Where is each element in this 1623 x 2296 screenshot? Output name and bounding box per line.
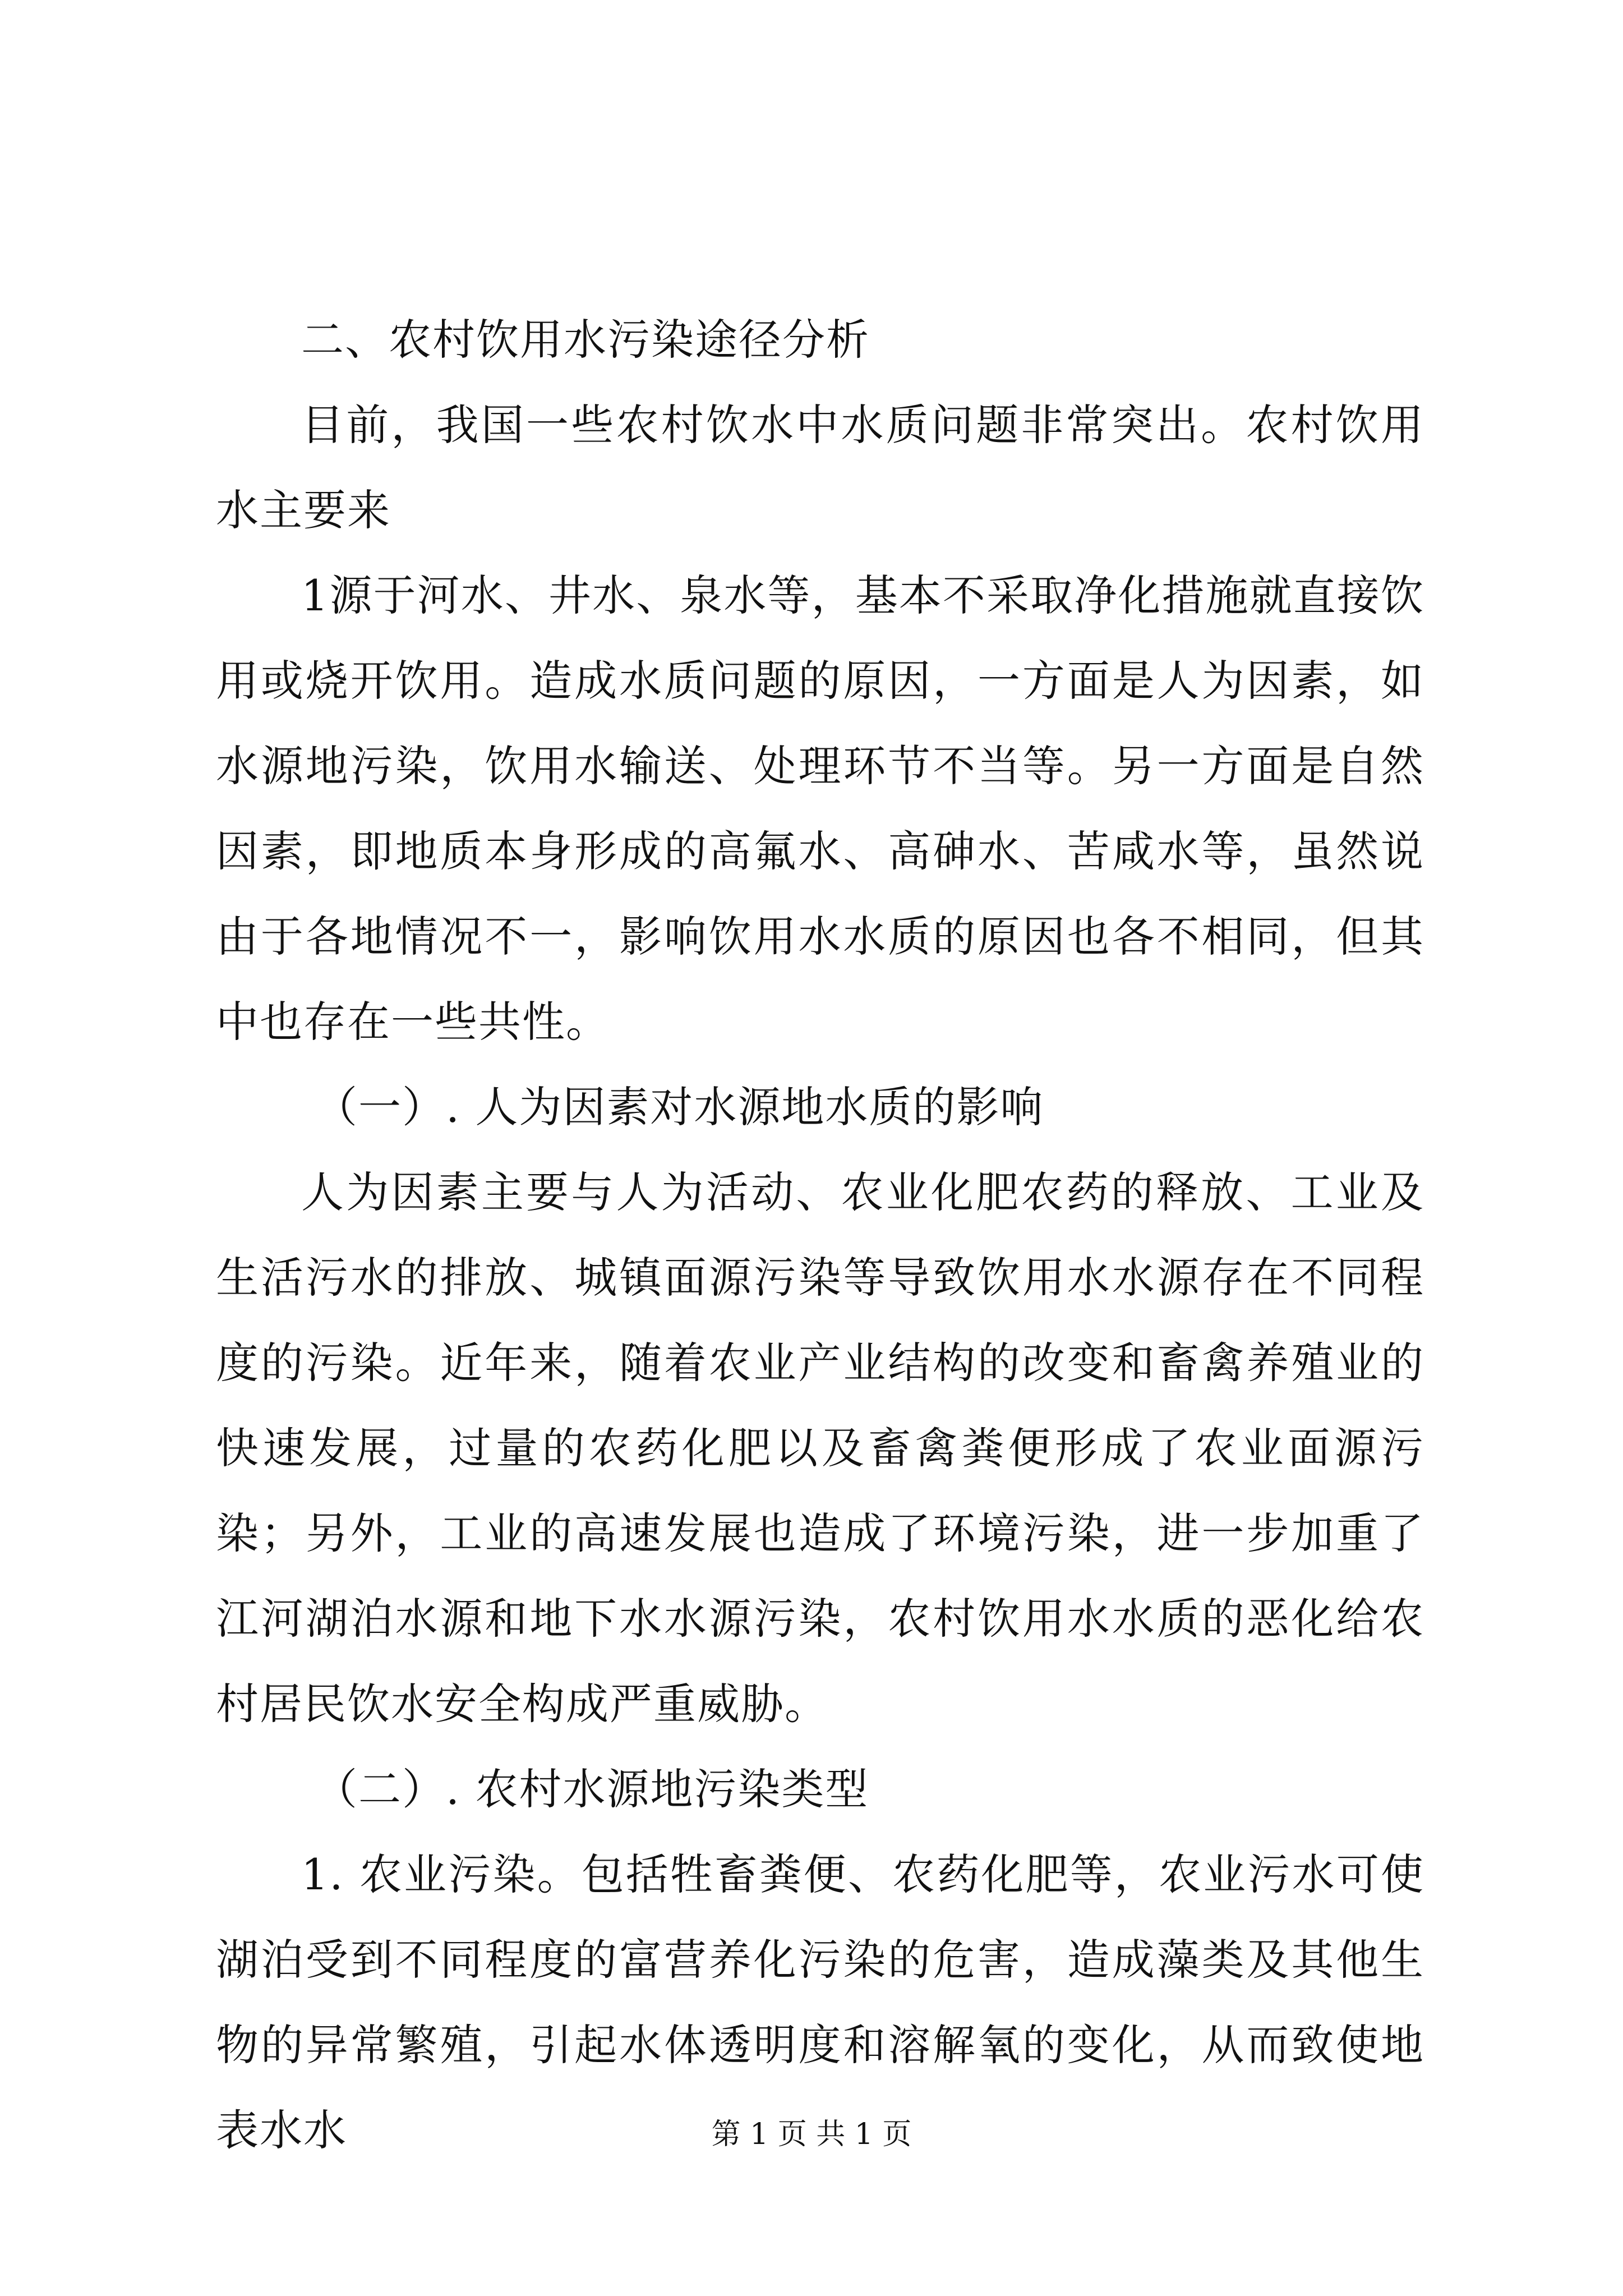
paragraph-agricultural-pollution: 1. 农业污染。包括牲畜粪便、农药化肥等，农业污水可使湖泊受到不同程度的富营养化污染的危害，造成藻类及其他生物的异常繁殖，引起水体透明度和溶解氧的变化，从而致使地表水水: [216, 1849, 1424, 2155]
document-body: [216, 297, 1424, 2173]
paragraph-sources: 1源于河水、井水、泉水等，基本不采取净化措施就直接饮用或烧开饮用。造成水质问题的原因，一方面是人为因素，如水源地污染，饮用水输送、处理环节不当等。另一方面是自然因素，即地质本身形成的高氟水、高砷水、苦咸水等，虽然说由于各地情况不一，影响饮用水水质的原因也各不相同，但其中也存在一些共性。: [216, 570, 1424, 1047]
paragraph-intro: 目前，我国一些农村饮水中水质问题非常突出。农村饮用水主要来: [216, 400, 1424, 535]
paragraph-human-factors: 人为因素主要与人为活动、农业化肥农药的释放、工业及生活污水的排放、城镇面源污染等导致饮用水水源存在不同程度的污染。近年来，随着农业产业结构的改变和畜禽养殖业的快速发展，过量的农药化肥以及畜禽粪便形成了农业面源污染；另外，工业的高速发展也造成了环境污染，进一步加重了江河湖泊水源和地下水水源污染，农村饮用水水质的恶化给农村居民饮水安全构成严重威胁。: [216, 1167, 1424, 1729]
page-footer: 第 1 页 共 1 页: [711, 2118, 912, 2151]
subheading-human-factors: （一）. 人为因素对水源地水质的影响: [315, 1082, 1044, 1132]
subheading-pollution-types: （二）. 农村水源地污染类型: [315, 1764, 869, 1814]
section-heading: 二、农村饮用水污染途径分析: [301, 315, 870, 365]
